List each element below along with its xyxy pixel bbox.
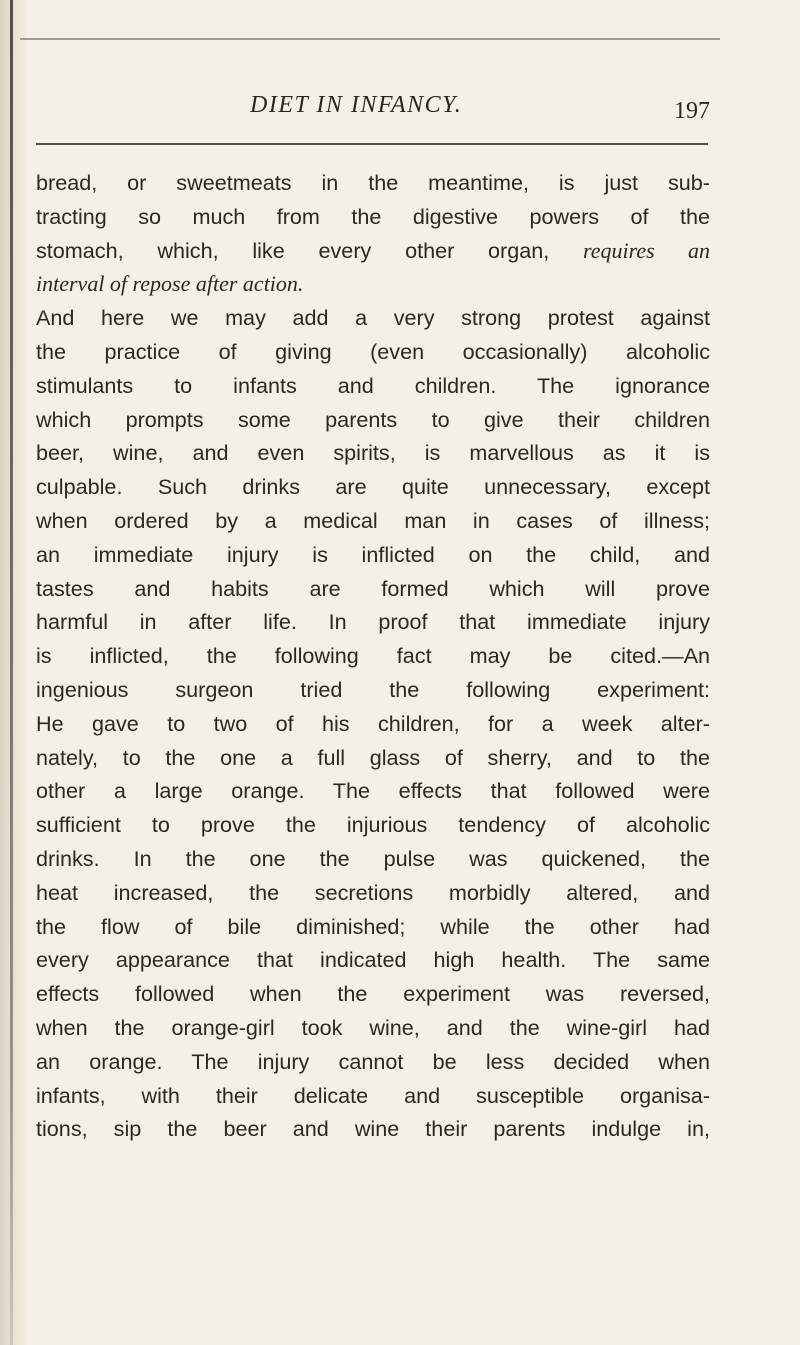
page-binding-edge <box>0 0 28 1345</box>
text-line: tastes and habits are formed which will prove <box>36 575 710 601</box>
text-line: bread, or sweetmeats in the meantime, is just sub- <box>36 170 710 195</box>
text-line: And here we may add a very strong protest against <box>36 305 710 331</box>
text-line: heat increased, the secretions morbidly altered, and <box>36 879 710 905</box>
page-header <box>30 92 710 132</box>
text-line: ingenious surgeon tried the following experiment: <box>36 676 710 702</box>
text-line: effects followed when the experiment was reversed, <box>36 981 710 1007</box>
text-line: the practice of giving (even occasionally) alcoholic <box>36 338 710 364</box>
text-line <box>36 234 710 268</box>
text-line-segment: stomach, which, like every other organ, <box>36 237 550 263</box>
text-line: nately, to the one a full glass of sherry, and to the <box>36 744 710 770</box>
text-line: which prompts some parents to give their children <box>36 406 710 432</box>
text-line: harmful in after life. In proof that immediate injury <box>36 609 710 635</box>
text-line: tions, sip the beer and wine their parents indulge in, <box>36 1116 710 1142</box>
text-line: drinks. In the one the pulse was quickened, the <box>36 845 710 871</box>
text-line: other a large orange. The effects that followed were <box>36 778 710 804</box>
binding-shadow <box>10 0 13 1345</box>
text-line <box>36 267 710 301</box>
text-line: when the orange-girl took wine, and the wine-girl had <box>36 1014 710 1040</box>
top-edge-rule <box>20 38 720 40</box>
text-line: when ordered by a medical man in cases of illness; <box>36 507 710 533</box>
text-line: an immediate injury is inflicted on the child, and <box>36 541 710 567</box>
text-line: beer, wine, and even spirits, is marvellous as it is <box>36 440 710 466</box>
text-line: is inflicted, the following fact may be cited.—An <box>36 643 710 669</box>
text-line: stimulants to infants and children. The ignorance <box>36 372 710 398</box>
header-rule <box>36 143 708 145</box>
text-line: infants, with their delicate and susceptible organisa- <box>36 1082 710 1108</box>
text-line: every appearance that indicated high health. The same <box>36 947 710 973</box>
page-number: 197 <box>674 98 710 124</box>
text-line: the flow of bile diminished; while the other had <box>36 913 710 939</box>
italic-phrase: interval of repose after action. <box>36 271 304 297</box>
body-text <box>36 166 710 1146</box>
italic-phrase: requires an <box>583 237 711 263</box>
text-line: He gave to two of his children, for a week alter- <box>36 710 710 736</box>
text-line: an orange. The injury cannot be less decided when <box>36 1048 710 1074</box>
text-line: culpable. Such drinks are quite unnecessary, except <box>36 474 710 500</box>
text-line: tracting so much from the digestive powers of the <box>36 203 710 229</box>
running-head: DIET IN INFANCY. <box>250 92 463 118</box>
text-line: sufficient to prove the injurious tendency of alcoholic <box>36 812 710 838</box>
